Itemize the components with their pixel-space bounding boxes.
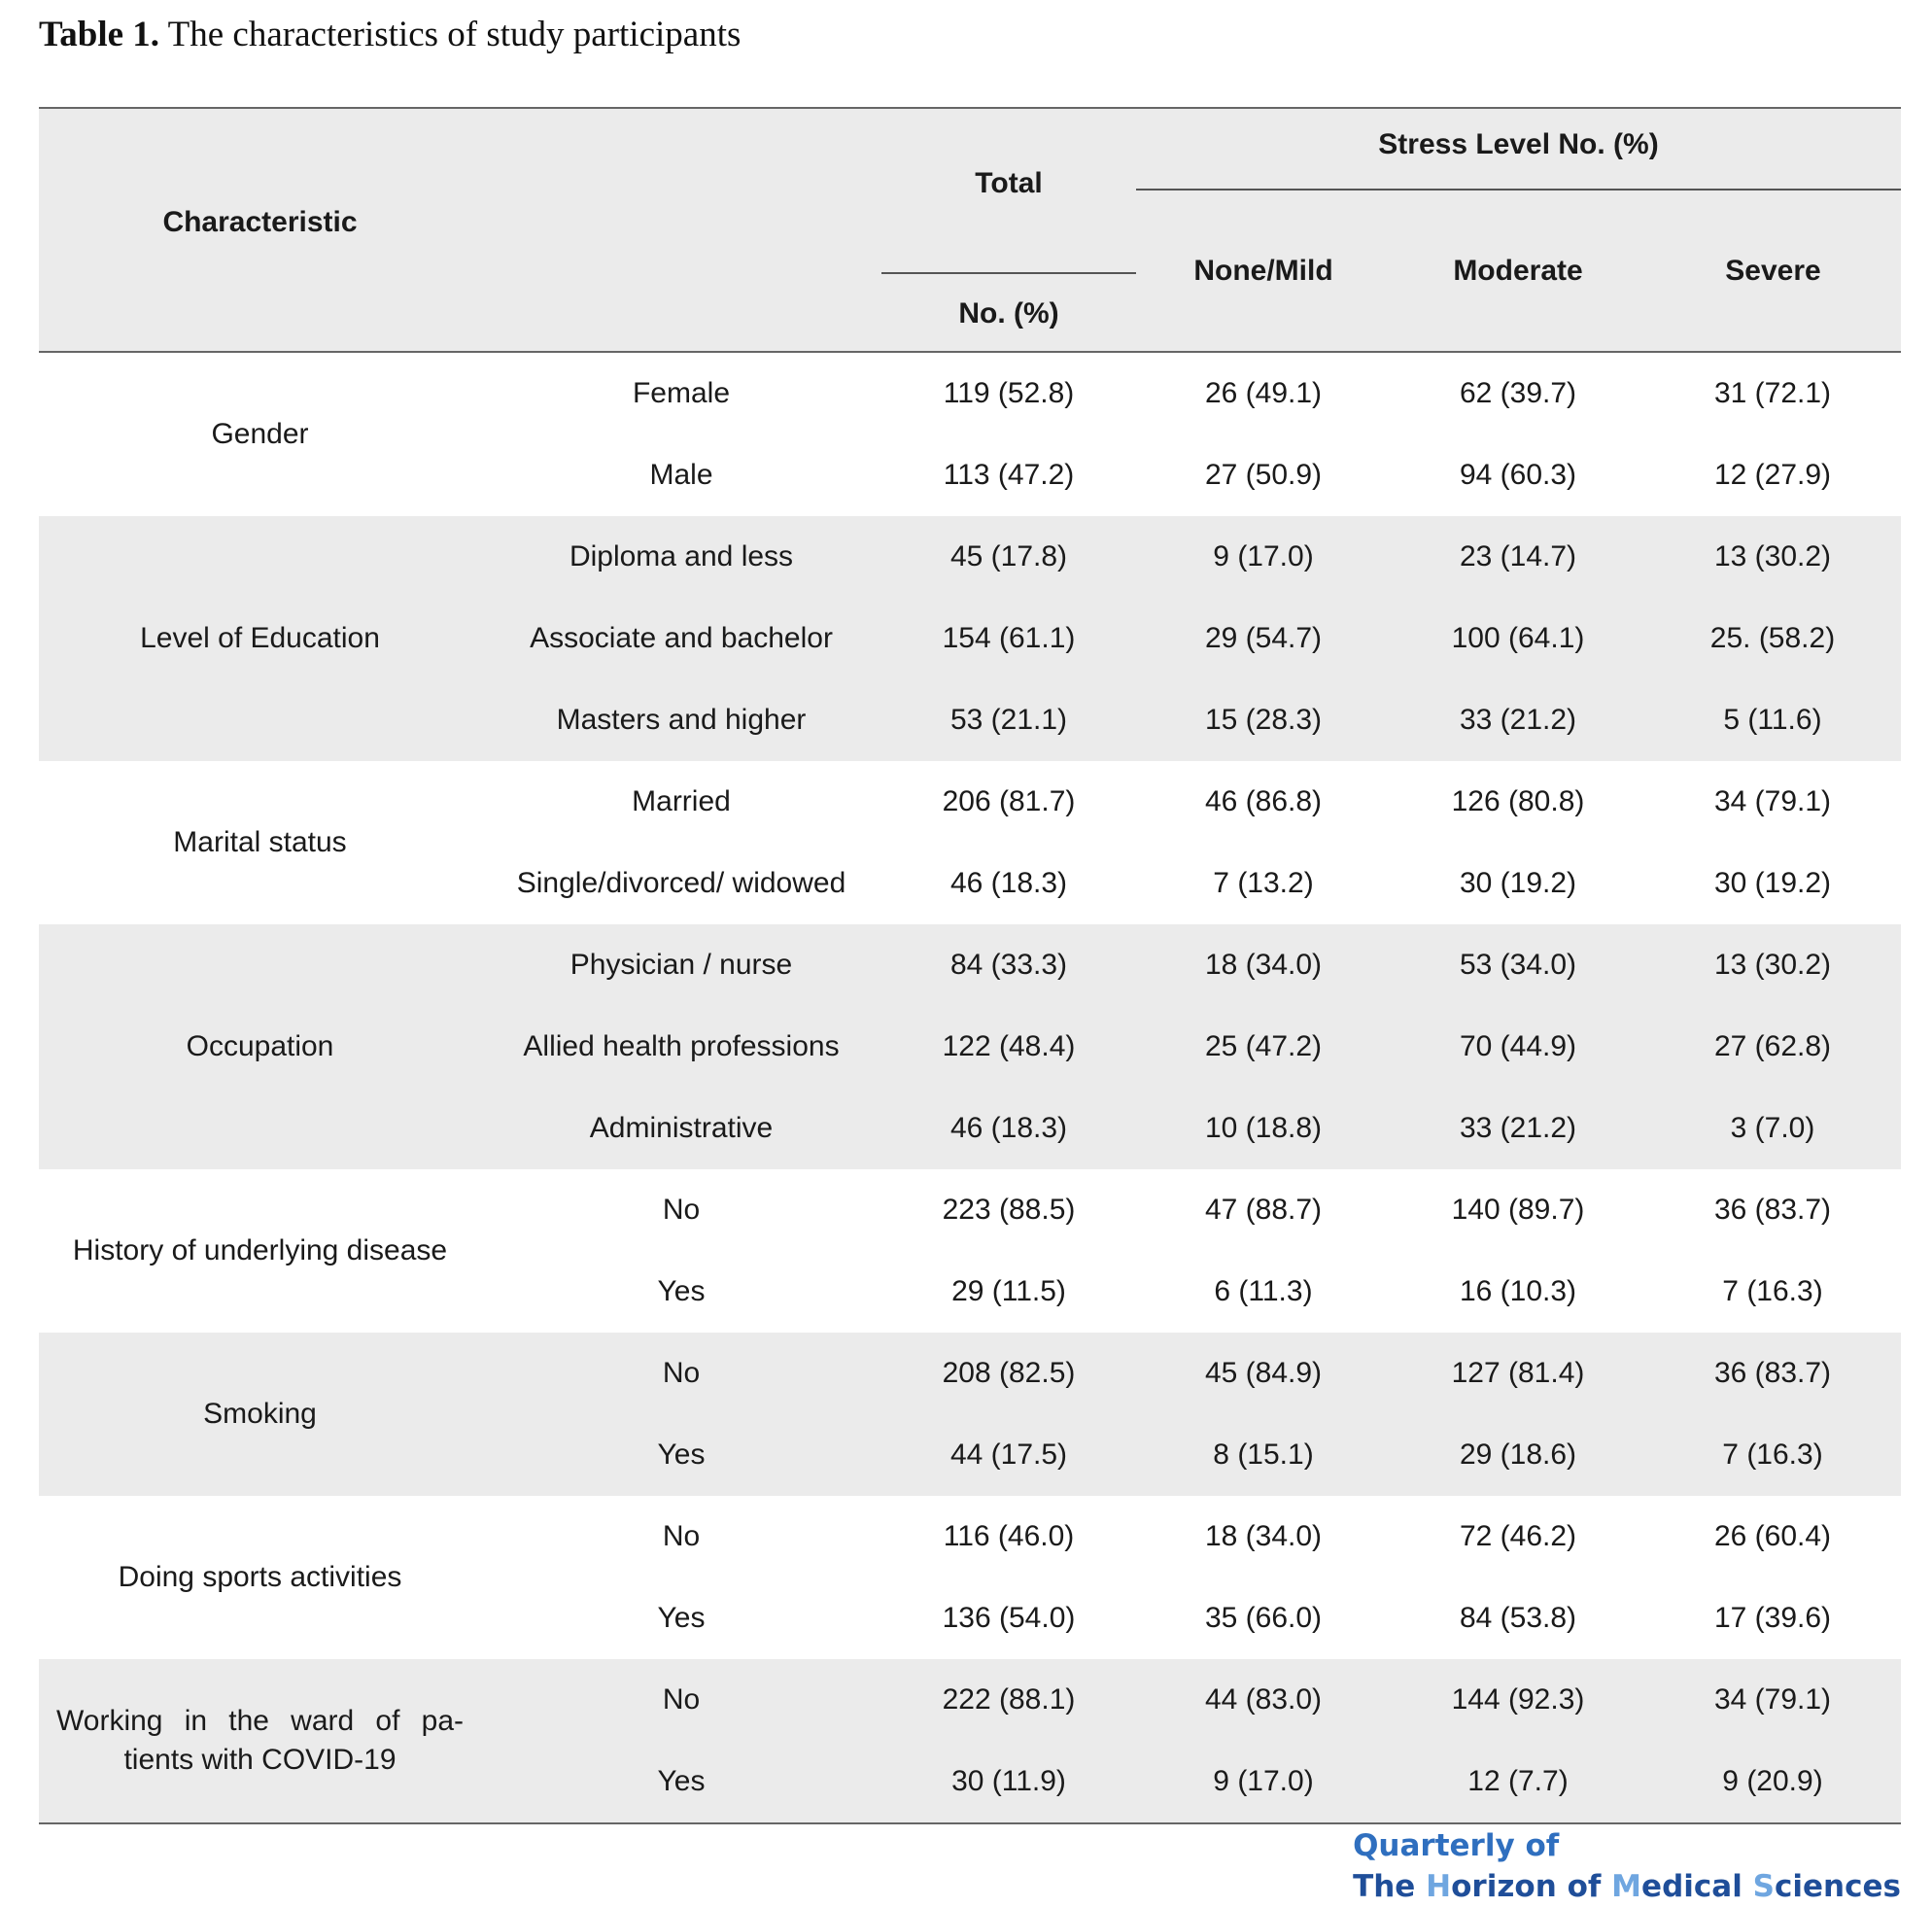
cell-severe: 13 (30.2) xyxy=(1713,949,1832,981)
cell-severe: 26 (60.4) xyxy=(1713,1520,1832,1552)
table-header xyxy=(39,107,1901,353)
header-total-unit: No. (%) xyxy=(958,297,1059,329)
table-group xyxy=(39,924,1901,1169)
cell-severe: 36 (83.7) xyxy=(1713,1357,1832,1389)
journal-logo xyxy=(1353,1825,1901,1907)
cell-none-mild: 9 (17.0) xyxy=(1213,1765,1314,1797)
table-group xyxy=(39,1659,1901,1824)
cell-severe: 7 (16.3) xyxy=(1722,1275,1823,1307)
cell-total: 53 (21.1) xyxy=(949,704,1068,736)
header-stress-rule xyxy=(1136,189,1901,191)
group-name xyxy=(39,516,481,761)
cell-total: 46 (18.3) xyxy=(949,1112,1068,1144)
cell-moderate: 29 (18.6) xyxy=(1459,1439,1577,1471)
cell-none-mild: 46 (86.8) xyxy=(1204,785,1323,817)
cell-subcategory: No xyxy=(662,1357,701,1389)
cell-severe: 12 (27.9) xyxy=(1713,459,1832,491)
group-name-text: Working in the ward of pa- tients with COVID-19 xyxy=(56,1705,464,1776)
cell-moderate: 33 (21.2) xyxy=(1459,1112,1577,1144)
group-name xyxy=(39,1169,481,1333)
cell-subcategory: Associate and bachelor xyxy=(530,622,833,654)
cell-total: 154 (61.1) xyxy=(942,622,1076,654)
cell-subcategory: Yes xyxy=(657,1765,706,1797)
group-name-text: Doing sports activities xyxy=(118,1561,402,1593)
group-name xyxy=(39,761,481,924)
cell-subcategory: Yes xyxy=(657,1275,706,1307)
cell-severe: 3 (7.0) xyxy=(1730,1112,1815,1144)
cell-total: 122 (48.4) xyxy=(942,1030,1076,1062)
cell-severe: 27 (62.8) xyxy=(1713,1030,1832,1062)
group-name-text: Smoking xyxy=(203,1398,317,1430)
cell-moderate: 33 (21.2) xyxy=(1459,704,1577,736)
group-name xyxy=(39,1333,481,1496)
cell-none-mild: 26 (49.1) xyxy=(1204,377,1323,409)
cell-subcategory: No xyxy=(662,1520,701,1552)
cell-none-mild: 25 (47.2) xyxy=(1204,1030,1323,1062)
cell-moderate: 23 (14.7) xyxy=(1459,540,1577,572)
cell-severe: 34 (79.1) xyxy=(1713,785,1832,817)
group-name xyxy=(39,924,481,1169)
cell-severe: 25. (58.2) xyxy=(1709,622,1836,654)
header-total: Total xyxy=(975,167,1043,199)
table-group xyxy=(39,516,1901,761)
cell-moderate: 127 (81.4) xyxy=(1451,1357,1585,1389)
cell-total: 119 (52.8) xyxy=(943,377,1075,409)
group-name-text: Occupation xyxy=(186,1030,334,1062)
cell-total: 84 (33.3) xyxy=(949,949,1068,981)
cell-none-mild: 6 (11.3) xyxy=(1214,1275,1313,1307)
group-name-text: Marital status xyxy=(173,826,347,858)
cell-none-mild: 35 (66.0) xyxy=(1204,1602,1323,1634)
logo-line-2: The Horizon of Medical Sciences xyxy=(1353,1869,1901,1904)
cell-subcategory: Female xyxy=(632,377,731,409)
group-name-text: History of underlying disease xyxy=(72,1234,448,1266)
header-stress-level: Stress Level No. (%) xyxy=(1378,128,1659,160)
cell-moderate: 94 (60.3) xyxy=(1459,459,1577,491)
cell-subcategory: Male xyxy=(649,459,713,491)
group-name xyxy=(39,1659,481,1822)
cell-none-mild: 44 (83.0) xyxy=(1204,1683,1323,1716)
cell-none-mild: 18 (34.0) xyxy=(1204,949,1323,981)
header-characteristic: Characteristic xyxy=(162,206,358,238)
cell-moderate: 12 (7.7) xyxy=(1467,1765,1569,1797)
cell-severe: 13 (30.2) xyxy=(1713,540,1832,572)
cell-subcategory: No xyxy=(662,1194,701,1226)
cell-none-mild: 27 (50.9) xyxy=(1204,459,1323,491)
table-group xyxy=(39,761,1901,924)
cell-total: 29 (11.5) xyxy=(951,1275,1066,1307)
cell-none-mild: 45 (84.9) xyxy=(1204,1357,1323,1389)
cell-none-mild: 10 (18.8) xyxy=(1204,1112,1323,1144)
cell-severe: 9 (20.9) xyxy=(1722,1765,1823,1797)
cell-subcategory: Yes xyxy=(657,1602,706,1634)
cell-severe: 7 (16.3) xyxy=(1722,1439,1823,1471)
cell-subcategory: Allied health professions xyxy=(523,1030,840,1062)
cell-none-mild: 18 (34.0) xyxy=(1204,1520,1323,1552)
cell-moderate: 16 (10.3) xyxy=(1459,1275,1577,1307)
header-total-rule xyxy=(881,272,1136,274)
cell-severe: 30 (19.2) xyxy=(1713,867,1832,899)
cell-total: 44 (17.5) xyxy=(949,1439,1068,1471)
cell-total: 223 (88.5) xyxy=(942,1194,1076,1226)
cell-total: 113 (47.2) xyxy=(943,459,1075,491)
cell-subcategory: Yes xyxy=(657,1439,706,1471)
cell-subcategory: Masters and higher xyxy=(556,704,807,736)
cell-moderate: 70 (44.9) xyxy=(1459,1030,1577,1062)
header-severe: Severe xyxy=(1725,255,1821,287)
cell-none-mild: 47 (88.7) xyxy=(1204,1194,1323,1226)
cell-moderate: 72 (46.2) xyxy=(1459,1520,1577,1552)
cell-none-mild: 29 (54.7) xyxy=(1204,622,1323,654)
cell-severe: 17 (39.6) xyxy=(1713,1602,1832,1634)
group-name-text: Level of Education xyxy=(140,622,380,654)
cell-severe: 34 (79.1) xyxy=(1713,1683,1832,1716)
group-name xyxy=(39,1496,481,1659)
cell-none-mild: 8 (15.1) xyxy=(1213,1439,1314,1471)
table-group xyxy=(39,1169,1901,1333)
header-moderate: Moderate xyxy=(1453,255,1583,287)
cell-total: 116 (46.0) xyxy=(943,1520,1075,1552)
table-body xyxy=(39,353,1901,1824)
group-name xyxy=(39,353,481,516)
cell-moderate: 62 (39.7) xyxy=(1459,377,1577,409)
cell-subcategory: Diploma and less xyxy=(569,540,794,572)
cell-severe: 36 (83.7) xyxy=(1713,1194,1832,1226)
cell-none-mild: 15 (28.3) xyxy=(1204,704,1323,736)
table-group xyxy=(39,1496,1901,1659)
caption-text: The characteristics of study participants xyxy=(167,15,742,54)
caption-label: Table 1. xyxy=(39,15,160,54)
cell-moderate: 30 (19.2) xyxy=(1459,867,1577,899)
group-name-text: Gender xyxy=(211,418,309,450)
cell-moderate: 100 (64.1) xyxy=(1451,622,1585,654)
cell-total: 222 (88.1) xyxy=(942,1683,1076,1716)
cell-severe: 31 (72.1) xyxy=(1713,377,1832,409)
cell-moderate: 126 (80.8) xyxy=(1451,785,1585,817)
cell-total: 206 (81.7) xyxy=(942,785,1076,817)
cell-moderate: 84 (53.8) xyxy=(1459,1602,1577,1634)
cell-total: 30 (11.9) xyxy=(951,1765,1066,1797)
cell-subcategory: Administrative xyxy=(589,1112,774,1144)
cell-none-mild: 7 (13.2) xyxy=(1213,867,1314,899)
cell-total: 136 (54.0) xyxy=(942,1602,1076,1634)
cell-subcategory: No xyxy=(662,1683,701,1716)
table-group xyxy=(39,1333,1901,1496)
cell-moderate: 140 (89.7) xyxy=(1451,1194,1585,1226)
cell-none-mild: 9 (17.0) xyxy=(1213,540,1314,572)
cell-moderate: 53 (34.0) xyxy=(1459,949,1577,981)
logo-line-1: Quarterly of xyxy=(1353,1828,1560,1863)
table-caption xyxy=(39,14,741,55)
cell-total: 45 (17.8) xyxy=(949,540,1068,572)
table-group xyxy=(39,353,1901,516)
cell-moderate: 144 (92.3) xyxy=(1451,1683,1585,1716)
cell-subcategory: Physician / nurse xyxy=(569,949,793,981)
cell-subcategory: Single/divorced/ widowed xyxy=(516,867,846,899)
cell-total: 46 (18.3) xyxy=(949,867,1068,899)
cell-subcategory: Married xyxy=(632,785,731,817)
characteristics-table xyxy=(39,107,1901,1824)
header-none-mild: None/Mild xyxy=(1193,255,1333,287)
cell-severe: 5 (11.6) xyxy=(1723,704,1822,736)
cell-total: 208 (82.5) xyxy=(942,1357,1076,1389)
